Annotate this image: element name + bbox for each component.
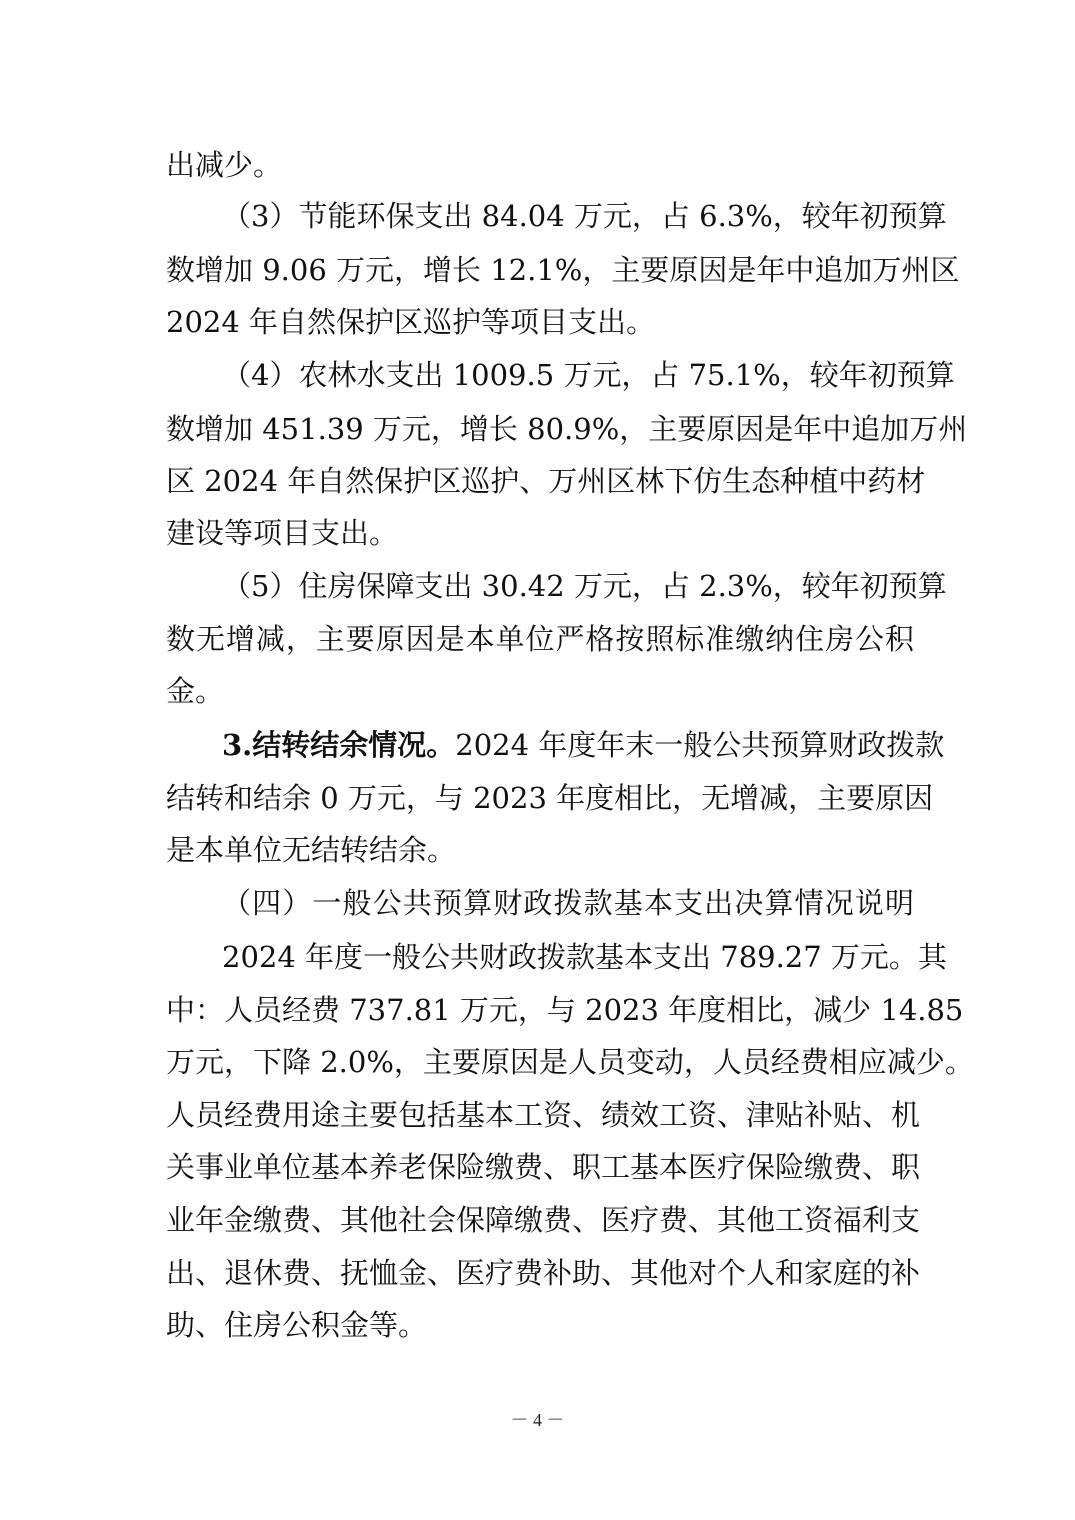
paragraph-line: 关事业单位基本养老保险缴费、职工基本医疗保险缴费、职 [166,1150,921,1184]
section-heading: （四）一般公共预算财政拨款基本支出决算情况说明 [222,886,914,920]
paragraph-line: 出、退休费、抚恤金、医疗费补助、其他对个人和家庭的补 [166,1256,921,1290]
section-heading-inline: 3.结转结余情况。 [222,728,456,762]
paragraph-line: 出减少。 [166,148,283,182]
page-number: － 4 － [510,1410,565,1430]
paragraph-line: 中：人员经费 737.81 万元，与 2023 年度相比，减少 14.85 [166,993,964,1027]
paragraph-line: （4）农林水支出 1009.5 万元，占 75.1%，较年初预算 [222,358,955,392]
paragraph-line: 金。 [166,674,225,708]
paragraph-line: 数无增减，主要原因是本单位严格按照标准缴纳住房公积 [166,622,914,656]
paragraph-line: 数增加 9.06 万元，增长 12.1%，主要原因是年中追加万州区 [166,253,960,287]
paragraph-line: 万元，下降 2.0%，主要原因是人员变动，人员经费相应减少。 [166,1045,974,1079]
paragraph-line: 数增加 451.39 万元，增长 80.9%，主要原因是年中追加万州 [166,412,968,446]
paragraph-line: （3）节能环保支出 84.04 万元，占 6.3%，较年初预算 [222,199,947,233]
paragraph-line: 2024 年自然保护区巡护等项目支出。 [166,305,656,339]
paragraph-line: 结转和结余 0 万元，与 2023 年度相比，无增减，主要原因 [166,781,934,815]
paragraph-line: 是本单位无结转结余。 [166,833,457,867]
paragraph-line: 建设等项目支出。 [166,516,399,550]
paragraph-line [222,725,945,765]
paragraph-text: 2024 年度年末一般公共预算财政拨款 [455,728,945,762]
paragraph-line: 人员经费用途主要包括基本工资、绩效工资、津贴补贴、机 [166,1098,921,1132]
paragraph-line: 业年金缴费、其他社会保障缴费、医疗费、其他工资福利支 [166,1203,921,1237]
paragraph-line: 2024 年度一般公共财政拨款基本支出 789.27 万元。其 [222,940,947,974]
paragraph-line: 助、住房公积金等。 [166,1308,428,1342]
paragraph-line: （5）住房保障支出 30.42 万元，占 2.3%，较年初预算 [222,569,947,603]
paragraph-line: 区 2024 年自然保护区巡护、万州区林下仿生态种植中药材 [166,464,926,498]
